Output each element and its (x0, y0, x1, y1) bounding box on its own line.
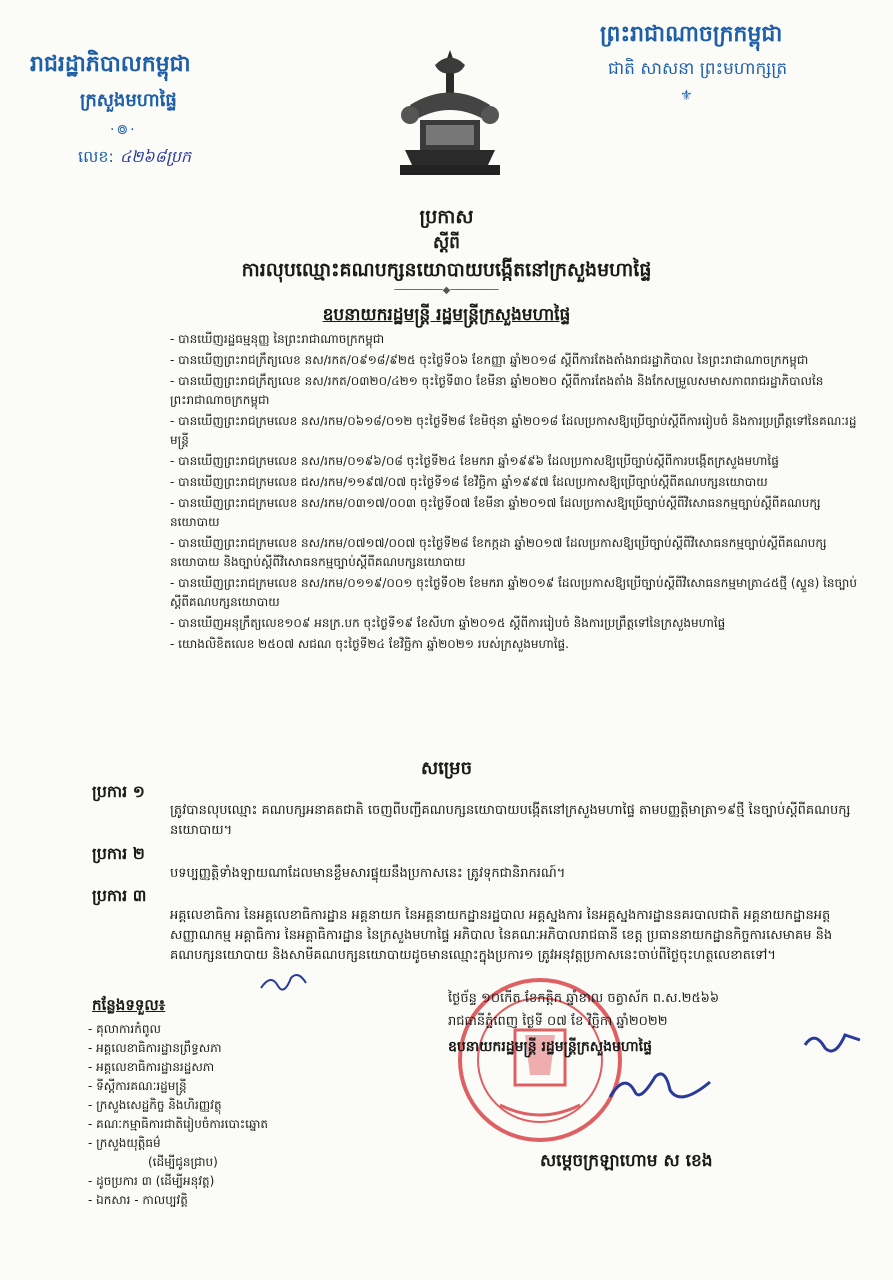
ornament-left: ·៙· (110, 122, 137, 138)
recipient-item: - ក្រសួងយុត្តិធម៌ (88, 1136, 161, 1150)
article-1-label: ប្រការ ១ (92, 782, 145, 801)
date-lunar: ថ្ងៃច័ន្ទ ១០កើត ខែកត្តិក ឆ្នាំខាល ចត្វាស័ក ព.ស.២៥៦៦ (448, 991, 720, 1006)
ornament-right: ⚜ (680, 88, 693, 104)
article-2-body: បទប្បញ្ញត្តិទាំងឡាយណាដែលមានខ្លឹមសារផ្ទុយនឹងប្រកាសនេះ ត្រូវទុកជានិរាករណ៍។ (170, 866, 566, 881)
recipients-heading: កន្លែងទទួល៖ (92, 996, 166, 1014)
handwritten-initial-icon (800, 1020, 870, 1060)
recital-item: - យោងលិខិតលេខ ២៥០៧ សជណ ចុះថ្ងៃទី២៤ ខែវិច្ឆិកា ឆ្នាំ២០២១ របស់ក្រសួងមហាផ្ទៃ. (170, 635, 865, 654)
recipient-item: - ដូចប្រការ ៣ (ដើម្បីអនុវត្ត) (88, 1174, 215, 1188)
kingdom-name: ព្រះរាជាណាចក្រកម្ពុជា (600, 22, 783, 47)
recital-item: - បានឃើញរដ្ឋធម្មនុញ្ញ នៃព្រះរាជាណាចក្រកម្ពុជា (170, 330, 865, 349)
issuer-government: រាជរដ្ឋាភិបាលកម្ពុជា (30, 52, 191, 77)
recipient-item: - ឯកសារ - កាលប្បវត្តិ (88, 1193, 188, 1207)
recital-item: - បានឃើញអនុក្រឹត្យលេខ១០៩ អនក្រ.បក ចុះថ្ងៃទី១៩ ខែសីហា ឆ្នាំ២០១៥ ស្ដីពីការរៀបចំ និងការប្រព្រឹត្តទៅនៃក្រសួងមហាផ្ទៃ (170, 614, 865, 633)
recital-item: - បានឃើញព្រះរាជក្រមលេខ នស/រកម/០១១៩/០០១ ចុះថ្ងៃទី០២ ខែមករា ឆ្នាំ២០១៩ ដែលប្រកាសឱ្យប្រើច្បាប់ស្ដីពីវិសោធនកម្មមាត្រា៤៥ថ្មី (ស្ទួន) នៃច្បាប់ស្ដីពីគណបក្សនយោបាយ (170, 574, 865, 612)
recipient-item: - គុលាការកំពូល (88, 1022, 161, 1036)
decision-heading: សម្រេច (420, 758, 473, 779)
date-solar: រាជធានីភ្នំពេញ ថ្ងៃទី ០៧ ខែ វិច្ឆិកា ឆ្នាំ២០២២ (448, 1014, 668, 1029)
initial-signature-icon (256, 968, 316, 998)
signer-title: ឧបនាយករដ្ឋមន្ត្រី រដ្ឋមន្ត្រីក្រសួងមហាផ្ទៃ (448, 1039, 653, 1055)
reference-label: លេខ: (78, 147, 114, 166)
title-about: ស្ដីពី (433, 233, 460, 253)
recital-item: - បានឃើញព្រះរាជក្រឹត្យលេខ នស/រកត/០៣២០/៤២១ ចុះថ្ងៃទី៣០ ខែមីនា ឆ្នាំ២០២០ ស្ដីពីការតែងតាំង និងកែសម្រួលសមាសភាពរាជរដ្ឋាភិបាលនៃព្រះរាជាណាចក្រកម្ពុជា (170, 372, 865, 410)
recitals-list (170, 330, 865, 656)
article-3-body: អគ្គលេខាធិការ នៃអគ្គលេខាធិការដ្ឋាន អគ្គនាយក នៃអគ្គនាយកដ្ឋានរដ្ឋបាល អគ្គស្នងការ នៃអគ្គស្នងការដ្ឋាននគរបាលជាតិ អគ្គនាយកដ្ឋានអត្តសញ្ញាណកម្ម អគ្គាធិការ នៃអគ្គាធិការដ្ឋាន នៃក្រសួងមហាផ្ទៃ អភិបាល នៃគណៈអភិបាលរាជធានី ខេត្ត ប្រធាននាយកដ្ឋានកិច្ចការសេមាគម និងគណបក្សនយោបាយ និងសាមីគណបក្សនយោបាយដូចមានឈ្មោះក្នុងប្រការ១ ត្រូវអនុវត្តប្រកាសនេះចាប់ពីថ្ងៃចុះហត្ថលេខាតទៅ។ (170, 908, 833, 963)
recital-item: - បានឃើញព្រះរាជក្រឹត្យលេខ នស/រកត/០៩១៨/៩២៥ ចុះថ្ងៃទី០៦ ខែកញ្ញា ឆ្នាំ២០១៨ ស្ដីពីការតែងតាំងរាជរដ្ឋាភិបាល នៃព្រះរាជាណាចក្រកម្ពុជា (170, 351, 865, 370)
article-1-body: ត្រូវបានលុបឈ្មោះ គណបក្សអនាគតជាតិ ចេញពីបញ្ជីគណបក្សនយោបាយបង្កើតនៅក្រសួងមហាផ្ទៃ តាមបញ្ញត្តិមាត្រា១៩ថ្មី នៃច្បាប់ស្ដីពីគណបក្សនយោបាយ។ (170, 803, 851, 838)
signer-name: សម្ដេចក្រឡាហោម ស ខេង (540, 1151, 713, 1171)
recipients-list (88, 1020, 268, 1210)
royal-emblem-icon (390, 45, 510, 180)
recipient-item: - គណៈកម្មាធិការជាតិរៀបចំការបោះឆ្នោត (88, 1117, 269, 1131)
recipient-item: - ទីស្ដីការគណៈរដ្ឋមន្ត្រី (88, 1079, 187, 1093)
reference-value: ៤២៦៨ប្រក (119, 147, 192, 166)
recipient-item: - អគ្គលេខាធិការដ្ឋានរដ្ឋសភា (88, 1060, 215, 1074)
article-2-label: ប្រការ ២ (92, 844, 145, 863)
issuer-ministry: ក្រសួងមហាផ្ទៃ (80, 90, 177, 111)
recital-item: - បានឃើញព្រះរាជក្រមលេខ នស/រកម/០៣១៧/០០៣ ចុះថ្ងៃទី០៧ ខែមីនា ឆ្នាំ២០១៧ ដែលប្រកាសឱ្យប្រើច្បាប់ស្ដីពីវិសោធនកម្មច្បាប់ស្ដីពីគណបក្សនយោបាយ (170, 494, 865, 532)
recital-item: - បានឃើញព្រះរាជក្រមលេខ នស/រកម/០៦១៨/០១២ ចុះថ្ងៃទី២៨ ខែមិថុនា ឆ្នាំ២០១៨ ដែលប្រកាសឱ្យប្រើច្បាប់ស្ដីពីការរៀបចំ និងការប្រព្រឹត្តទៅនៃគណៈរដ្ឋមន្ត្រី (170, 412, 865, 450)
recital-item: - បានឃើញព្រះរាជក្រមលេខ នស/រកម/០៧១៧/០០៧ ចុះថ្ងៃទី២៨ ខែកក្កដា ឆ្នាំ២០១៧ ដែលប្រកាសឱ្យប្រើច្បាប់ស្ដីពីវិសោធនកម្មច្បាប់ស្ដីពីគណបក្សនយោបាយ និងច្បាប់ស្ដីពីវិសោធនកម្មច្បាប់ស្ដីពីគណបក្សនយោបាយ (170, 534, 865, 572)
recital-item: - បានឃើញព្រះរាជក្រមលេខ នស/រកម/០១៩៦/០៨ ចុះថ្ងៃទី២៤ ខែមករា ឆ្នាំ១៩៩៦ ដែលប្រកាសឱ្យប្រើច្បាប់ស្ដីពីការបង្កើតក្រសួងមហាផ្ទៃ (170, 452, 865, 471)
document-subject: ការលុបឈ្មោះគណបក្សនយោបាយបង្កើតនៅក្រសួងមហាផ្ទៃ (241, 259, 652, 281)
recital-item: - បានឃើញព្រះរាជក្រមលេខ ជស/រកម/១១៩៧/០៧ ចុះថ្ងៃទី១៨ ខែវិច្ឆិកា ឆ្នាំ១៩៩៧ ដែលប្រកាសឱ្យប្រើច្បាប់ស្ដីពីគណបក្សនយោបាយ (170, 473, 865, 492)
title-divider: ────────◆──────── (394, 285, 499, 296)
reference-number (78, 146, 191, 170)
recipient-item: - អគ្គលេខាធិការដ្ឋានព្រឹទ្ធសភា (88, 1041, 222, 1055)
recipient-note: (ដើម្បីជូនជ្រាប) (148, 1155, 218, 1169)
issuing-authority: ឧបនាយករដ្ឋមន្ត្រី រដ្ឋមន្ត្រីក្រសួងមហាផ្ទៃ (322, 305, 571, 325)
article-3-label: ប្រការ ៣ (92, 886, 147, 905)
document-type: ប្រកាស (419, 206, 474, 228)
handwritten-signature-icon (600, 1062, 720, 1112)
national-motto: ជាតិ សាសនា ព្រះមហាក្សត្រ (608, 59, 788, 79)
recipient-item: - ក្រសួងសេដ្ឋកិច្ច និងហិរញ្ញវត្ថុ (88, 1098, 222, 1112)
